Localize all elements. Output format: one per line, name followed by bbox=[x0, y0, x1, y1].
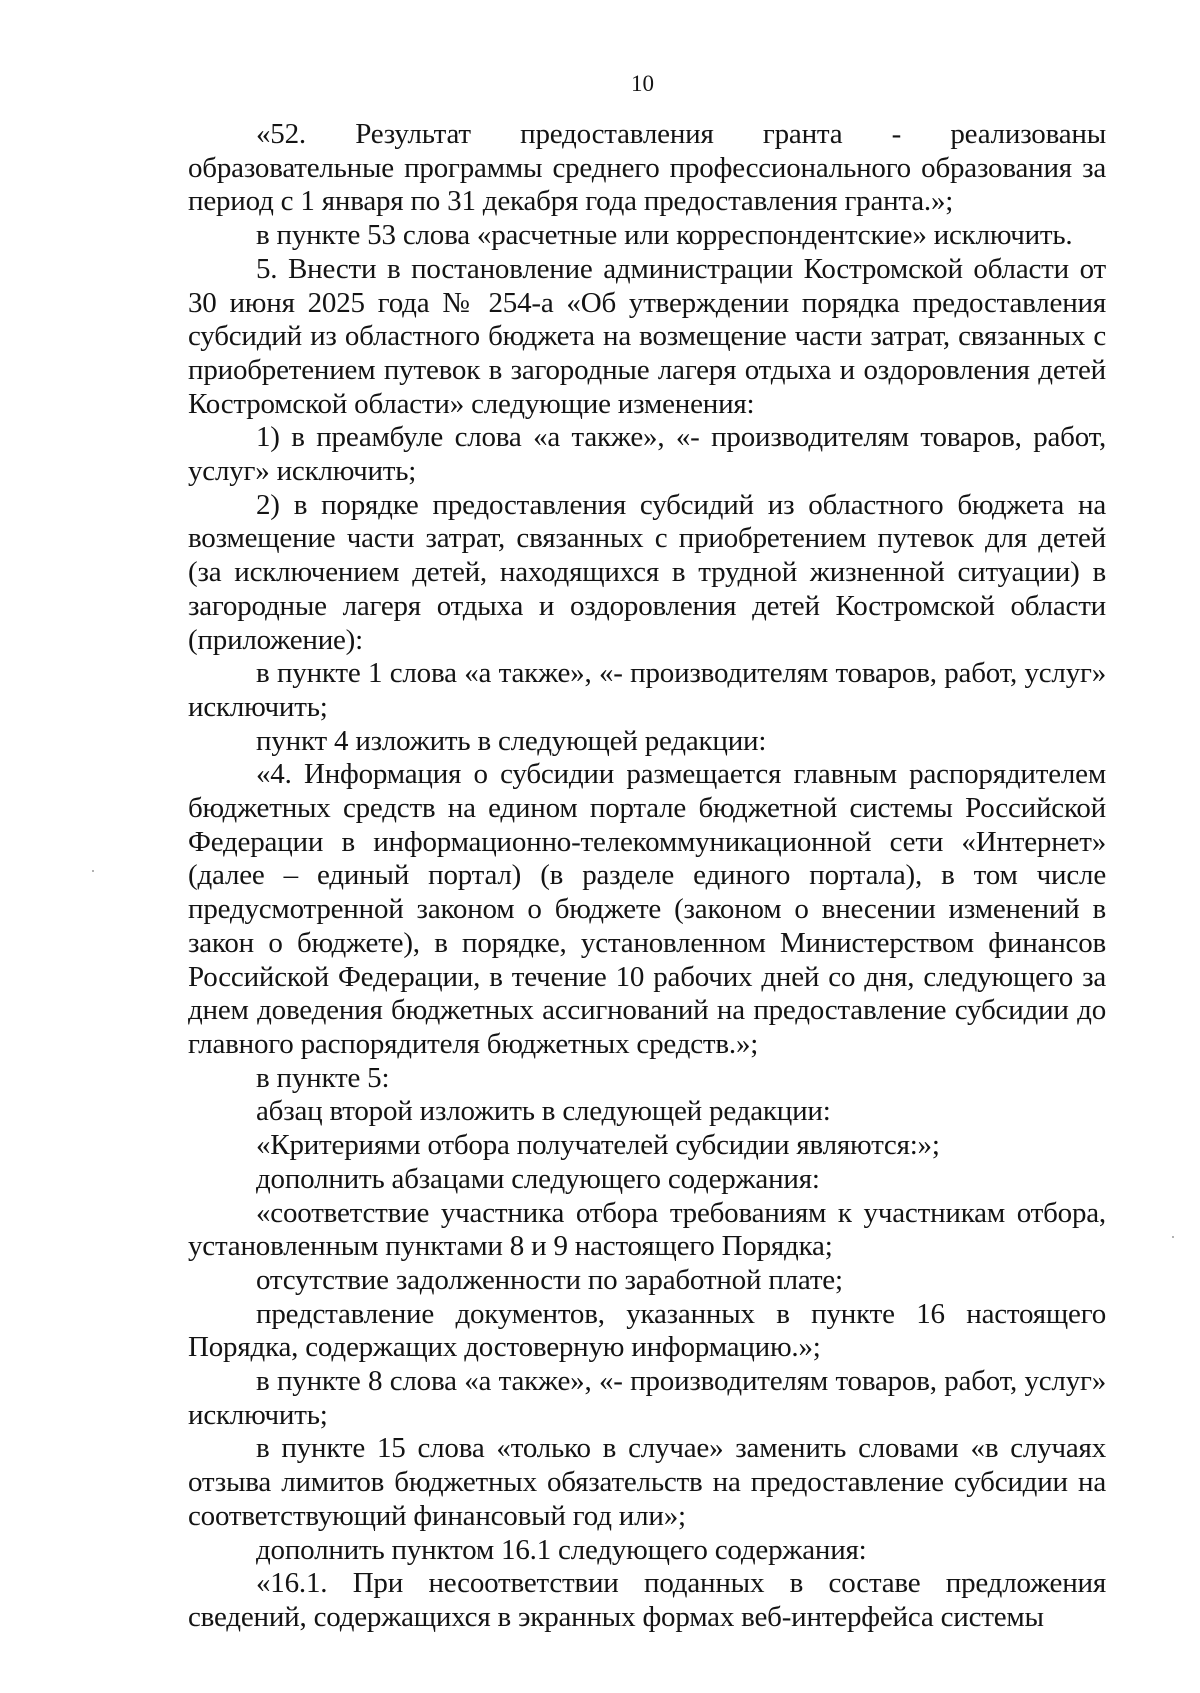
paragraph-point-5: в пункте 5: bbox=[256, 1061, 390, 1094]
paragraph-criteria: «Критериями отбора получателей субсидии являются:»; bbox=[256, 1129, 940, 1162]
paragraph-point-15: в пункте 15 слова «только в случае» заменить словами «в случаях отзыва лимитов бюджетных обязательств на предоставление субсидии на соответствующий финансовый год или»; bbox=[188, 1432, 1106, 1532]
paragraph-second-abzac: абзац второй изложить в следующей редакции: bbox=[256, 1095, 831, 1128]
page-number: 10 bbox=[631, 71, 654, 96]
paragraph-documents: представление документов, указанных в пункте 16 настоящего Порядка, содержащих достоверную информацию.»; bbox=[188, 1297, 1106, 1364]
document-body bbox=[188, 118, 1106, 1635]
paragraph-point-16-1-intro: дополнить пунктом 16.1 следующего содержания: bbox=[256, 1533, 867, 1566]
paragraph-item-53: в пункте 53 слова «расчетные или корреспондентские» исключить. bbox=[256, 219, 1073, 252]
paragraph-point-8: в пункте 8 слова «а также», «- производителям товаров, работ, услуг» исключить; bbox=[188, 1365, 1106, 1431]
paragraph-point-4-intro: пункт 4 изложить в следующей редакции: bbox=[256, 724, 767, 757]
scan-speck bbox=[1172, 1236, 1174, 1238]
paragraph-no-debt: отсутствие задолженности по заработной плате; bbox=[256, 1263, 843, 1296]
paragraph-point-1: в пункте 1 слова «а также», «- производителям товаров, работ, услуг» исключить; bbox=[188, 657, 1106, 723]
paragraph-preamble: 1) в преамбуле слова «а также», «- производителям товаров, работ, услуг» исключить; bbox=[188, 421, 1106, 488]
paragraph-result-of-grant: «52. Результат предоставления гранта - реализованы образовательные программы среднего профессионального образования за период с 1 января по 31 декабря года предоставления гранта.»; bbox=[188, 118, 1106, 218]
paragraph-supplement: дополнить абзацами следующего содержания: bbox=[256, 1162, 820, 1195]
scan-speck bbox=[92, 870, 94, 872]
paragraph-procedure: 2) в порядке предоставления субсидий из областного бюджета на возмещение части затрат, связанных с приобретением путевок для детей (за исключением детей, находящихся в трудной жизненной ситуации) в загородные лагеря отдыха и оздоровления детей Костромской области (приложение): bbox=[188, 488, 1106, 656]
paragraph-point-16-1-text: «16.1. При несоответствии поданных в составе предложения сведений, содержащихся в экранных формах веб-интерфейса системы bbox=[188, 1567, 1106, 1633]
paragraph-item-5-amendment: 5. Внести в постановление администрации Костромской области от 30 июня 2025 года № 254-а «Об утверждении порядка предоставления субсидий из областного бюджета на возмещение части затрат, связанных с приобретением путевок в загородные лагеря отдыха и оздоровления детей Костромской области» следующие изменения: bbox=[188, 252, 1106, 420]
paragraph-point-4-text: «4. Информация о субсидии размещается главным распорядителем бюджетных средств на едином портале бюджетной системы Российской Федерации в информационно-телекоммуникационной сети «Интернет» (далее – единый портал) (в разделе единого портала), в том числе предусмотренной законом о бюджете (законом о внесении изменений в закон о бюджете), в порядке, установленном Министерством финансов Российской Федерации, в течение 10 рабочих дней со дня, следующего за днем доведения бюджетных ассигнований на предоставление субсидии до главного распорядителя бюджетных средств.»; bbox=[188, 758, 1106, 1060]
paragraph-compliance: «соответствие участника отбора требованиям к участникам отбора, установленным пунктами 8 и 9 настоящего Порядка; bbox=[188, 1196, 1106, 1263]
